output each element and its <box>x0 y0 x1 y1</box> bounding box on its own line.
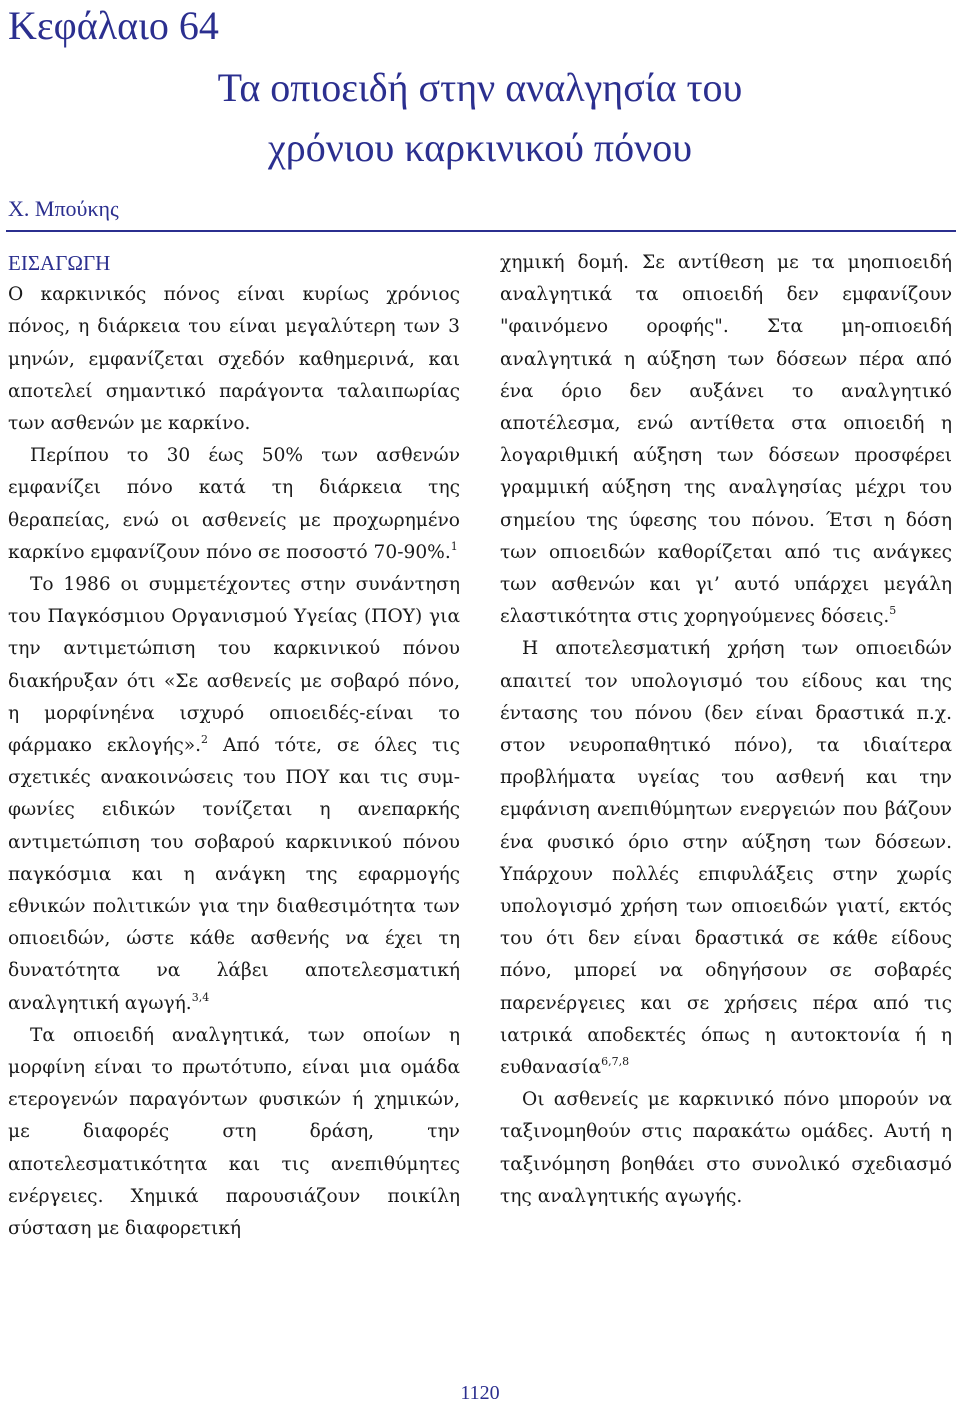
title-line-1: Τα οπιοειδή στην αναλγησία του <box>217 65 743 110</box>
paragraph-text: Η αποτελεσματική χρήση των οπιοειδών απαιτεί τον υπολογισμό του είδους και της έντασης του πόνου (δεν είναι δραστικά π.χ. στον νευροπαθητικό πόνο), τα ιδιαίτερα προβλήματα υγείας του ασθενή και την εμφάνιση ανεπιθύμητων ενεργειών που βάζουν ένα φυσικό όριο στην αύξηση των δόσεων. Υπάρχουν πολλές επιφυλάξεις στην χωρίς υπολογισμό χρήση των οπιοειδών γιατί, εκτός του ότι δεν είναι δραστικά σε κάθε είδους πόνο, μπορεί να οδηγήσουν σε σοβαρές παρενέργειες και σε χρήσεις πέρα από τις ιατρικά αποδεκτές όπως η αυτοκτονία ή η ευθανασία <box>500 638 952 1079</box>
citation-ref: 5 <box>889 604 897 618</box>
citation-ref: 6,7,8 <box>601 1055 630 1069</box>
header-divider <box>6 230 956 232</box>
paragraph-5 <box>500 247 952 633</box>
paragraph-1 <box>8 279 460 440</box>
section-heading: ΕΙΣΑΓΩΓΗ <box>8 251 111 275</box>
citation-ref: 3,4 <box>191 990 210 1004</box>
chapter-label: Κεφάλαιο 64 <box>8 3 219 48</box>
paragraph-text: Οι ασθενείς με καρκινικό πόνο μπορούν να ταξινομηθούν στις παρακάτω ομάδες. Αυτή η ταξινόμηση βοηθάει στο συνολικό σχεδιασμό της αναλγητικής αγωγής. <box>500 1089 952 1207</box>
paragraph-text: Περίπου το 30 έως 50% των ασθενών εμφανίζει πόνο κατά τη διάρκεια της θεραπείας, ενώ οι ασθενείς με προχωρημένο καρκίνο εμφανίζουν πόνο σε ποσοστό 70-90%. <box>8 445 460 563</box>
paragraph-text: Το 1986 οι συμμετέχοντες στην συνάντηση του Παγκόσμιου Οργανισμού Υγείας (ΠΟΥ) για την αντιμετώπιση του καρκινικού πόνου διακήρυξαν ότι «Σε ασθενείς με σοβαρό πόνο, η μορφίνηένα ισχυρό οπιοειδές-είναι το φάρμακο εκλογής». <box>8 574 460 757</box>
paragraph-2 <box>8 440 460 569</box>
left-column <box>8 247 460 1245</box>
citation-ref: 1 <box>450 539 458 553</box>
paragraph-6 <box>500 633 952 1084</box>
paragraph-text: Τα οπιοειδή αναλγητικά, των οποίων η μορφίνη είναι το πρωτότυπο, είναι μια ομάδα ετερογενών παραγόντων φυσικών ή χημικών, με διαφορές στη δράση, την αποτελεσματικότητα και τις ανεπιθύμητες ενέργειες. Χημικά παρουσιάζουν ποικίλη σύσταση με διαφορετική <box>8 1024 460 1240</box>
citation-ref: 2 <box>201 733 209 747</box>
paragraph-3 <box>8 569 460 1020</box>
paragraph-7 <box>500 1084 952 1213</box>
title-line-2: χρόνιου καρκινικού πόνου <box>267 125 693 170</box>
paragraph-text: χημική δομή. Σε αντίθεση με τα μηοπιοειδή αναλγητικά τα οπιοειδή δεν εμφανίζουν "φαινόμενο οροφής". Στα μη-οπιοειδή αναλγητικά η αύξηση των δόσεων πέρα από ένα όριο δεν αυξάνει το αναλγητικό αποτέλεσμα, ενώ αντίθετα στα οπιοειδή η λογαριθμική αύξηση των δόσεων προσφέρει γραμμική αύξηση της αναλγησίας μέχρι του σημείου της ύφεσης του πόνου. Έτσι η δόση των οπιοειδών καθορίζεται από τις ανάγκες των ασθενών και γι’ αυτό υπάρχει μεγάλη ελαστικότητα στις χορηγούμενες δόσεις. <box>500 252 952 628</box>
chapter-title <box>60 58 900 178</box>
paragraph-text: Από τότε, σε όλες τις σχετικές ανακοινώσεις του ΠΟΥ και τις συμφωνίες ειδικών τονίζεται η ανεπαρκής αντιμετώπιση του σοβαρού καρκινικού πόνου παγκόσμια και η ανάγκη της εφαρμογής εθνικών πολιτικών για την διαθεσιμότητα των οπιοειδών, ώστε κάθε ασθενής να έχει τη δυνατότητα να λάβει αποτελεσματική αναλγητική αγωγή. <box>8 735 461 1014</box>
author-name: Χ. Μπούκης <box>8 196 119 221</box>
paragraph-4 <box>8 1020 460 1245</box>
page-number: 1120 <box>460 1382 500 1404</box>
right-column <box>500 247 952 1213</box>
paragraph-text: Ο καρκινικός πόνος είναι κυρίως χρόνιος πόνος, η διάρκεια του είναι μεγαλύτερη των 3 μηνών, εμφανίζεται σχεδόν καθημερινά, και αποτελεί σημαντικό παράγοντα ταλαιπωρίας των ασθενών με καρκίνο. <box>8 284 460 435</box>
